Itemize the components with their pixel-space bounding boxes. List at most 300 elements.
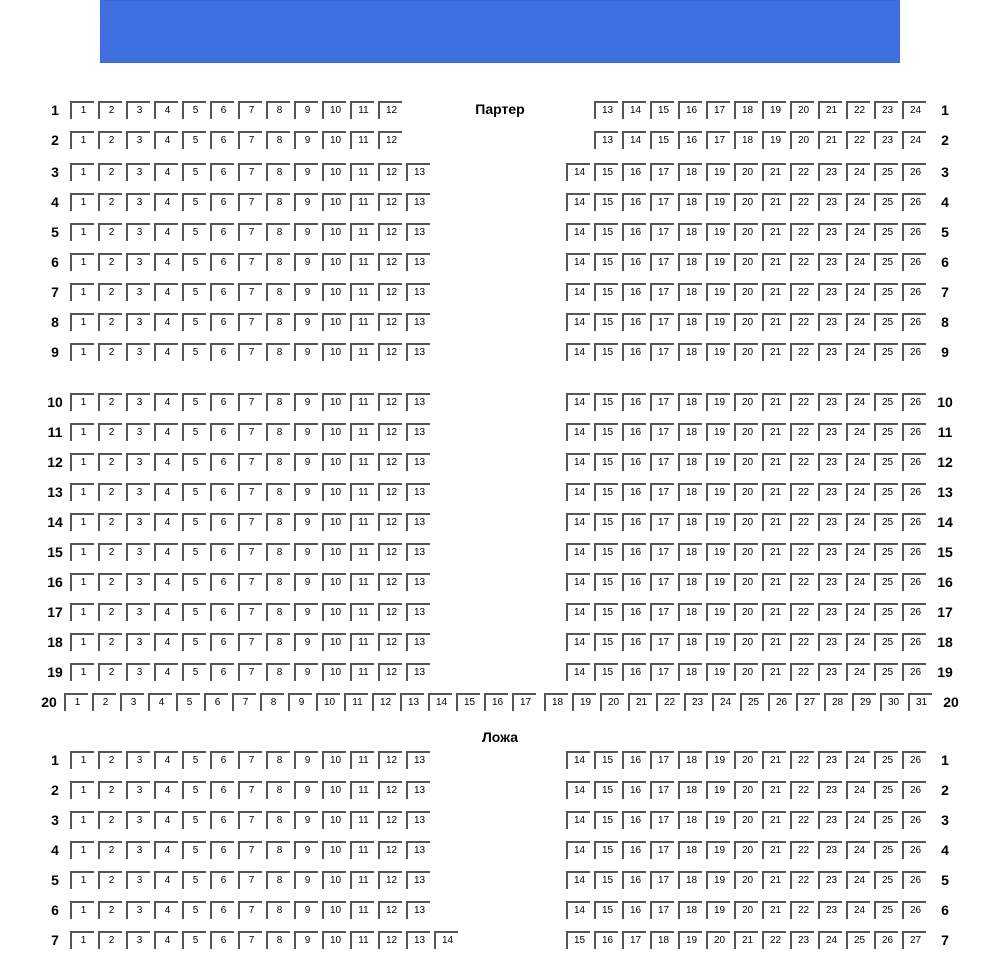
seat[interactable]: [70, 901, 94, 919]
seat[interactable]: [734, 101, 758, 119]
seat[interactable]: [594, 101, 618, 119]
seat[interactable]: [70, 223, 94, 241]
seat[interactable]: [790, 901, 814, 919]
seat[interactable]: [98, 751, 122, 769]
seat[interactable]: [350, 453, 374, 471]
seat[interactable]: [846, 253, 870, 271]
seat[interactable]: [294, 131, 318, 149]
seat[interactable]: [154, 573, 178, 591]
seat[interactable]: [350, 101, 374, 119]
seat[interactable]: [294, 871, 318, 889]
seat[interactable]: [126, 313, 150, 331]
seat[interactable]: [622, 343, 646, 361]
seat[interactable]: [566, 343, 590, 361]
seat[interactable]: [70, 193, 94, 211]
seat[interactable]: [566, 393, 590, 411]
seat[interactable]: [126, 253, 150, 271]
seat[interactable]: [706, 163, 730, 181]
seat[interactable]: [70, 811, 94, 829]
seat[interactable]: [266, 393, 290, 411]
seat[interactable]: [266, 781, 290, 799]
seat[interactable]: [566, 603, 590, 621]
seat[interactable]: [706, 423, 730, 441]
seat[interactable]: [678, 343, 702, 361]
seat[interactable]: [874, 283, 898, 301]
seat[interactable]: [902, 393, 926, 411]
seat[interactable]: [294, 543, 318, 561]
seat[interactable]: [98, 931, 122, 949]
seat[interactable]: [98, 193, 122, 211]
seat[interactable]: [790, 313, 814, 331]
seat[interactable]: [512, 693, 536, 711]
seat[interactable]: [98, 871, 122, 889]
seat[interactable]: [406, 193, 430, 211]
seat[interactable]: [566, 453, 590, 471]
seat[interactable]: [378, 283, 402, 301]
seat[interactable]: [790, 423, 814, 441]
seat[interactable]: [210, 931, 234, 949]
seat[interactable]: [628, 693, 652, 711]
seat[interactable]: [734, 313, 758, 331]
seat[interactable]: [210, 513, 234, 531]
seat[interactable]: [790, 223, 814, 241]
seat[interactable]: [902, 223, 926, 241]
seat[interactable]: [238, 603, 262, 621]
seat[interactable]: [70, 781, 94, 799]
seat[interactable]: [126, 841, 150, 859]
seat[interactable]: [818, 513, 842, 531]
seat[interactable]: [734, 283, 758, 301]
seat[interactable]: [294, 453, 318, 471]
seat[interactable]: [154, 131, 178, 149]
seat[interactable]: [706, 343, 730, 361]
seat[interactable]: [98, 513, 122, 531]
seat[interactable]: [706, 543, 730, 561]
seat[interactable]: [594, 841, 618, 859]
seat[interactable]: [852, 693, 876, 711]
seat[interactable]: [678, 811, 702, 829]
seat[interactable]: [266, 343, 290, 361]
seat[interactable]: [154, 781, 178, 799]
seat[interactable]: [846, 313, 870, 331]
seat[interactable]: [622, 163, 646, 181]
seat[interactable]: [622, 603, 646, 621]
seat[interactable]: [182, 573, 206, 591]
seat[interactable]: [902, 193, 926, 211]
seat[interactable]: [678, 223, 702, 241]
seat[interactable]: [126, 193, 150, 211]
seat[interactable]: [594, 163, 618, 181]
seat[interactable]: [874, 483, 898, 501]
seat[interactable]: [154, 101, 178, 119]
seat[interactable]: [706, 871, 730, 889]
seat[interactable]: [566, 663, 590, 681]
seat[interactable]: [98, 543, 122, 561]
seat[interactable]: [874, 543, 898, 561]
seat[interactable]: [846, 603, 870, 621]
seat[interactable]: [762, 931, 786, 949]
seat[interactable]: [902, 543, 926, 561]
seat[interactable]: [622, 931, 646, 949]
seat[interactable]: [678, 283, 702, 301]
seat[interactable]: [154, 633, 178, 651]
seat[interactable]: [706, 663, 730, 681]
seat[interactable]: [650, 101, 674, 119]
seat[interactable]: [846, 931, 870, 949]
seat[interactable]: [350, 841, 374, 859]
seat[interactable]: [154, 423, 178, 441]
seat[interactable]: [846, 193, 870, 211]
seat[interactable]: [650, 193, 674, 211]
seat[interactable]: [734, 901, 758, 919]
seat[interactable]: [126, 543, 150, 561]
seat[interactable]: [322, 483, 346, 501]
seat[interactable]: [874, 781, 898, 799]
seat[interactable]: [762, 871, 786, 889]
seat[interactable]: [566, 313, 590, 331]
seat[interactable]: [734, 423, 758, 441]
seat[interactable]: [768, 693, 792, 711]
seat[interactable]: [594, 423, 618, 441]
seat[interactable]: [154, 453, 178, 471]
seat[interactable]: [622, 901, 646, 919]
seat[interactable]: [182, 423, 206, 441]
seat[interactable]: [378, 781, 402, 799]
seat[interactable]: [98, 633, 122, 651]
seat[interactable]: [294, 751, 318, 769]
seat[interactable]: [350, 931, 374, 949]
seat[interactable]: [594, 543, 618, 561]
seat[interactable]: [266, 483, 290, 501]
seat[interactable]: [650, 343, 674, 361]
seat[interactable]: [350, 633, 374, 651]
seat[interactable]: [818, 811, 842, 829]
seat[interactable]: [734, 811, 758, 829]
seat[interactable]: [64, 693, 88, 711]
seat[interactable]: [762, 423, 786, 441]
seat[interactable]: [266, 543, 290, 561]
seat[interactable]: [902, 483, 926, 501]
seat[interactable]: [622, 751, 646, 769]
seat[interactable]: [456, 693, 480, 711]
seat[interactable]: [182, 603, 206, 621]
seat[interactable]: [790, 871, 814, 889]
seat[interactable]: [154, 871, 178, 889]
seat[interactable]: [238, 223, 262, 241]
seat[interactable]: [818, 751, 842, 769]
seat[interactable]: [622, 633, 646, 651]
seat[interactable]: [566, 811, 590, 829]
seat[interactable]: [874, 751, 898, 769]
seat[interactable]: [874, 393, 898, 411]
seat[interactable]: [182, 871, 206, 889]
seat[interactable]: [406, 781, 430, 799]
seat[interactable]: [846, 393, 870, 411]
seat[interactable]: [378, 633, 402, 651]
seat[interactable]: [98, 573, 122, 591]
seat[interactable]: [182, 841, 206, 859]
seat[interactable]: [204, 693, 228, 711]
seat[interactable]: [678, 423, 702, 441]
seat[interactable]: [622, 841, 646, 859]
seat[interactable]: [266, 513, 290, 531]
seat[interactable]: [238, 513, 262, 531]
seat[interactable]: [762, 513, 786, 531]
seat[interactable]: [232, 693, 256, 711]
seat[interactable]: [126, 781, 150, 799]
seat[interactable]: [846, 453, 870, 471]
seat[interactable]: [238, 483, 262, 501]
seat[interactable]: [154, 313, 178, 331]
seat[interactable]: [622, 393, 646, 411]
seat[interactable]: [622, 193, 646, 211]
seat[interactable]: [154, 483, 178, 501]
seat[interactable]: [378, 223, 402, 241]
seat[interactable]: [406, 663, 430, 681]
seat[interactable]: [350, 223, 374, 241]
seat[interactable]: [650, 131, 674, 149]
seat[interactable]: [762, 841, 786, 859]
seat[interactable]: [288, 693, 312, 711]
seat[interactable]: [126, 573, 150, 591]
seat[interactable]: [70, 313, 94, 331]
seat[interactable]: [238, 101, 262, 119]
seat[interactable]: [874, 193, 898, 211]
seat[interactable]: [98, 453, 122, 471]
seat[interactable]: [678, 663, 702, 681]
seat[interactable]: [594, 781, 618, 799]
seat[interactable]: [182, 543, 206, 561]
seat[interactable]: [98, 483, 122, 501]
seat[interactable]: [650, 901, 674, 919]
seat[interactable]: [210, 663, 234, 681]
seat[interactable]: [210, 193, 234, 211]
seat[interactable]: [294, 283, 318, 301]
seat[interactable]: [790, 751, 814, 769]
seat[interactable]: [182, 453, 206, 471]
seat[interactable]: [566, 573, 590, 591]
seat[interactable]: [210, 313, 234, 331]
seat[interactable]: [818, 573, 842, 591]
seat[interactable]: [902, 633, 926, 651]
seat[interactable]: [350, 781, 374, 799]
seat[interactable]: [322, 193, 346, 211]
seat[interactable]: [182, 513, 206, 531]
seat[interactable]: [406, 253, 430, 271]
seat[interactable]: [706, 811, 730, 829]
seat[interactable]: [70, 453, 94, 471]
seat[interactable]: [594, 393, 618, 411]
seat[interactable]: [154, 811, 178, 829]
seat[interactable]: [400, 693, 424, 711]
seat[interactable]: [154, 543, 178, 561]
seat[interactable]: [762, 811, 786, 829]
seat[interactable]: [846, 513, 870, 531]
seat[interactable]: [762, 633, 786, 651]
seat[interactable]: [902, 343, 926, 361]
seat[interactable]: [902, 841, 926, 859]
seat[interactable]: [98, 781, 122, 799]
seat[interactable]: [818, 101, 842, 119]
seat[interactable]: [846, 343, 870, 361]
seat[interactable]: [126, 163, 150, 181]
seat[interactable]: [70, 513, 94, 531]
seat[interactable]: [210, 343, 234, 361]
seat[interactable]: [70, 931, 94, 949]
seat[interactable]: [266, 811, 290, 829]
seat[interactable]: [266, 253, 290, 271]
seat[interactable]: [706, 193, 730, 211]
seat[interactable]: [406, 223, 430, 241]
seat[interactable]: [322, 101, 346, 119]
seat[interactable]: [238, 393, 262, 411]
seat[interactable]: [70, 423, 94, 441]
seat[interactable]: [70, 841, 94, 859]
seat[interactable]: [874, 423, 898, 441]
seat[interactable]: [846, 131, 870, 149]
seat[interactable]: [322, 163, 346, 181]
seat[interactable]: [210, 283, 234, 301]
seat[interactable]: [762, 543, 786, 561]
seat[interactable]: [846, 751, 870, 769]
seat[interactable]: [706, 313, 730, 331]
seat[interactable]: [874, 663, 898, 681]
seat[interactable]: [874, 343, 898, 361]
seat[interactable]: [484, 693, 508, 711]
seat[interactable]: [818, 781, 842, 799]
seat[interactable]: [238, 313, 262, 331]
seat[interactable]: [238, 751, 262, 769]
seat[interactable]: [238, 423, 262, 441]
seat[interactable]: [126, 423, 150, 441]
seat[interactable]: [294, 841, 318, 859]
seat[interactable]: [316, 693, 340, 711]
seat[interactable]: [126, 343, 150, 361]
seat[interactable]: [818, 841, 842, 859]
seat[interactable]: [566, 751, 590, 769]
seat[interactable]: [266, 751, 290, 769]
seat[interactable]: [350, 871, 374, 889]
seat[interactable]: [874, 453, 898, 471]
seat[interactable]: [706, 253, 730, 271]
seat[interactable]: [70, 663, 94, 681]
seat[interactable]: [378, 131, 402, 149]
seat[interactable]: [350, 193, 374, 211]
seat[interactable]: [92, 693, 116, 711]
seat[interactable]: [824, 693, 848, 711]
seat[interactable]: [818, 931, 842, 949]
seat[interactable]: [350, 811, 374, 829]
seat[interactable]: [126, 901, 150, 919]
seat[interactable]: [790, 163, 814, 181]
seat[interactable]: [266, 223, 290, 241]
seat[interactable]: [846, 663, 870, 681]
seat[interactable]: [350, 313, 374, 331]
seat[interactable]: [594, 811, 618, 829]
seat[interactable]: [902, 163, 926, 181]
seat[interactable]: [818, 483, 842, 501]
seat[interactable]: [70, 283, 94, 301]
seat[interactable]: [790, 483, 814, 501]
seat[interactable]: [322, 131, 346, 149]
seat[interactable]: [566, 253, 590, 271]
seat[interactable]: [902, 101, 926, 119]
seat[interactable]: [406, 313, 430, 331]
seat[interactable]: [70, 573, 94, 591]
seat[interactable]: [650, 163, 674, 181]
seat[interactable]: [210, 223, 234, 241]
seat[interactable]: [790, 101, 814, 119]
seat[interactable]: [622, 223, 646, 241]
seat[interactable]: [790, 603, 814, 621]
seat[interactable]: [350, 901, 374, 919]
seat[interactable]: [902, 901, 926, 919]
seat[interactable]: [678, 393, 702, 411]
seat[interactable]: [678, 163, 702, 181]
seat[interactable]: [98, 313, 122, 331]
seat[interactable]: [594, 283, 618, 301]
seat[interactable]: [210, 453, 234, 471]
seat[interactable]: [678, 513, 702, 531]
seat[interactable]: [706, 841, 730, 859]
seat[interactable]: [818, 131, 842, 149]
seat[interactable]: [266, 663, 290, 681]
seat[interactable]: [182, 313, 206, 331]
seat[interactable]: [322, 283, 346, 301]
seat[interactable]: [818, 283, 842, 301]
seat[interactable]: [818, 871, 842, 889]
seat[interactable]: [790, 253, 814, 271]
seat[interactable]: [210, 901, 234, 919]
seat[interactable]: [650, 223, 674, 241]
seat[interactable]: [126, 101, 150, 119]
seat[interactable]: [182, 633, 206, 651]
seat[interactable]: [406, 163, 430, 181]
seat[interactable]: [406, 633, 430, 651]
seat[interactable]: [734, 663, 758, 681]
seat[interactable]: [154, 193, 178, 211]
seat[interactable]: [846, 841, 870, 859]
seat[interactable]: [818, 603, 842, 621]
seat[interactable]: [238, 343, 262, 361]
seat[interactable]: [706, 393, 730, 411]
seat[interactable]: [594, 871, 618, 889]
seat[interactable]: [566, 283, 590, 301]
seat[interactable]: [294, 101, 318, 119]
seat[interactable]: [706, 751, 730, 769]
seat[interactable]: [378, 841, 402, 859]
seat[interactable]: [566, 633, 590, 651]
seat[interactable]: [874, 101, 898, 119]
seat[interactable]: [678, 483, 702, 501]
seat[interactable]: [650, 453, 674, 471]
seat[interactable]: [154, 513, 178, 531]
seat[interactable]: [706, 101, 730, 119]
seat[interactable]: [322, 781, 346, 799]
seat[interactable]: [266, 573, 290, 591]
seat[interactable]: [818, 633, 842, 651]
seat[interactable]: [294, 663, 318, 681]
seat[interactable]: [762, 313, 786, 331]
seat[interactable]: [210, 633, 234, 651]
seat[interactable]: [790, 283, 814, 301]
seat[interactable]: [322, 343, 346, 361]
seat[interactable]: [322, 543, 346, 561]
seat[interactable]: [790, 193, 814, 211]
seat[interactable]: [622, 253, 646, 271]
seat[interactable]: [238, 781, 262, 799]
seat[interactable]: [182, 101, 206, 119]
